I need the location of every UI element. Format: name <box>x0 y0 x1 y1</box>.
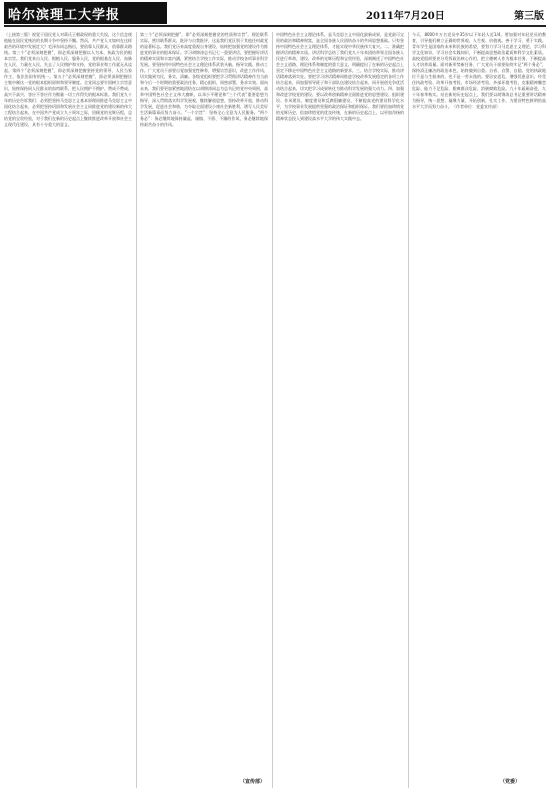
newspaper-title: 哈尔滨理工大学报 <box>8 8 121 23</box>
masthead <box>0 0 550 28</box>
article-column-4: 今天，8000多万名党员中35岁以下年轻人近1/4。要加强对年轻党员的教育，引导他们树立正确的世界观、人生观、价值观。善于学习，勇于实践。青年学生是国家的未来和民族的希望，要努力学习马克思主义理论，学习科学文化知识，学习社会实践知识，不断提高思想政治素质和科学文化素质。高校党组织要充分发挥政治核心作用，把立德树人作为根本任务，不断提高人才培养质量。面对新形势新任务，广大党员干部要始终牢记“两个务必”，保持清正廉洁的政治本色，始终做到自重、自省、自警、自励。党的执政地位不是与生俱来的，也不是一劳永逸的。要居安思危，增强忧患意识，经受住执政考验、改革开放考验、市场经济考验、外部环境考验，克服精神懈怠危险、能力不足危险、脱离群众危险、消极腐败危险。九十年砥砺奋进，九十年春华秋实。站在新的历史起点上，我们要以胡锦涛总书记重要讲话精神为指导，统一思想，凝聚力量，开拓创新，扎实工作，为建设特色鲜明的高水平大学而努力奋斗。（作者单位：党委宣传部） <box>412 32 546 109</box>
issue-date: 2011年7月20日 <box>366 11 445 22</box>
article-signature: （党委） <box>500 779 521 785</box>
masthead-rule <box>4 25 546 27</box>
page-number: 第三版 <box>514 11 544 22</box>
column-divider <box>272 32 273 788</box>
column-divider <box>136 32 137 788</box>
article-column-1: （上接第三版）视觉于国民党人对蒋氏王朝政权的重大失误，这个信念使他能在国民党统治的长期斗争中坚持不懈。然而，共产党人又如何在这样艰苦的环境中发展壮大？毛泽东同志指出，要依靠人民群众，依靠群众路线。第三个“必须深刻把握”，即必须深刻把握以人为本、执政为民的根本宗旨。我们党来自人民、根植人民、服务人民，党的根基在人民、血脉在人民、力量在人民。失去了人民拥护和支持，党的事业和工作就无从谈起。第四个“必须深刻把握”，即必须深刻把握坚持党的领导、人民当家作主、依法治国有机统一。第五个“必须深刻把握”，即必须深刻把握民主集中制这一党的根本组织原则和领导制度。全党同志要牢固树立宗旨意识，始终保持同人民群众的血肉联系，把人民拥护不拥护、赞成不赞成、高兴不高兴、答应不答应作为衡量一切工作得失的根本标准。我们党九十年的历史告诉我们：必须把坚持马克思主义基本原理同推进马克思主义中国化结合起来，必须把坚持巩固和发展社会主义同推进党的建设新的伟大工程结合起来。在中国共产党成立九十周年之际，回顾党的光辉历程，总结党的宝贵经验，对于我们在新的历史起点上继续推进改革开放和社会主义现代化建设，具有十分重大的意义。 <box>4 32 132 127</box>
column-divider <box>408 32 409 788</box>
article-signature: （宣传部） <box>240 779 266 785</box>
article-column-3: 中国特色社会主义理论体系，是马克思主义中国化最新成果，是党最可宝贵的政治和精神财富，是全国各族人民团结奋斗的共同思想基础。只有坚持中国特色社会主义理论体系，才能实现中华民族伟大复兴。二、准确把握讲话的精神实质。讲话科学总结了我们党九十年来团结带领全国各族人民进行革命、建设、改革的光辉历程和宝贵经验，深刻阐述了中国特色社会主义道路、理论体系和制度的重大意义，明确提出了在新的历史起点上坚定不移走中国特色社会主义道路的新要求。三、结合学校实际，推动讲话精神落到实处。要把学习讲话精神同推进学校改革发展稳定的各项工作结合起来，同加强领导班子和干部队伍建设结合起来，同开展创先争优活动结合起来，切实把学习成果转化为推动科学发展的强大动力。四、加强和改进学校党的建设。要以改革创新精神全面推进党的思想建设、组织建设、作风建设、制度建设和反腐倡廉建设，不断提高党的建设科学化水平，为学校事业发展提供坚强的政治保证和组织保证。我们要倍加珍惜党的光辉历史，倍加珍惜党的优良传统，在新的历史起点上，以更加昂扬的精神状态投入到建设高水平大学的伟大实践中去。 <box>276 32 404 121</box>
article-column-2: 第三个“必须深刻把握”，即“必须深刻把握党的性质和宗旨”。理论联系实际，密切联系群众，批评与自我批评，这是我们党区别于其他任何政党的显著标志。我们党历来高度重视自身建设，始终把加强党的建设作为推进党的事业的根本保证。学习胡锦涛总书记七一重要讲话，要把握好讲话的精神实质和丰富内涵，紧密结合学校工作实际，推动学校各项事业科学发展。要坚持用中国特色社会主义理论体系武装头脑、指导实践、推动工作。广大党员干部要自觉加强党性修养，增强宗旨意识，改进工作作风，切实做到为民、务实、清廉。各级党组织要把学习贯彻讲话精神作为当前和今后一个时期的重要政治任务，精心组织，周密部署，务求实效。面向未来，我们要更加紧密地团结在以胡锦涛同志为总书记的党中央周围，高举中国特色社会主义伟大旗帜，以邓小平理论和“三个代表”重要思想为指导，深入贯彻落实科学发展观，继续解放思想，坚持改革开放，推动科学发展，促进社会和谐，为夺取全面建设小康社会新胜利、谱写人民美好生活新篇章而努力奋斗。“一个宗旨”：坚持全心全意为人民服务。“两个务必”：务必继续地保持谦虚、谨慎、不骄、不躁的作风，务必继续地保持艰苦奋斗的作风。 <box>140 32 268 127</box>
